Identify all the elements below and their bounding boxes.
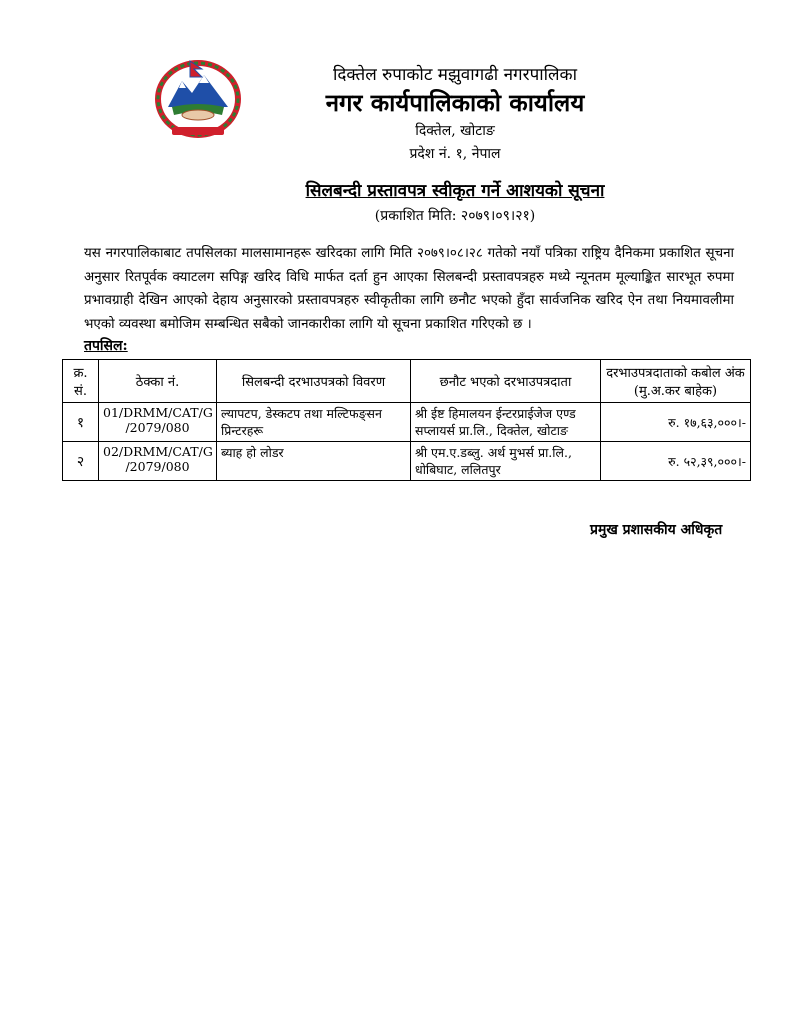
col-header-amount: दरभाउपत्रदाताको कबोल अंक (मु.अ.कर बाहेक) (601, 360, 751, 403)
cell-amount: रु. १७,६३,०००।- (601, 403, 751, 442)
table-row (63, 442, 751, 481)
table-row (63, 403, 751, 442)
table-header-row (63, 360, 751, 403)
cell-description: ल्यापटप, डेस्कटप तथा मल्टिफङ्सन प्रिन्टरहरू (217, 403, 411, 442)
office-address: दिक्तेल, खोटाङ (415, 123, 495, 139)
cell-amount: रु. ५२,३९,०००।- (601, 442, 751, 481)
province-line: प्रदेश नं. १, नेपाल (409, 146, 501, 162)
col-header-contract: ठेक्का नं. (99, 360, 217, 403)
cell-bidder: श्री ईष्ट हिमालयन ईन्टरप्राईजेज एण्ड सप्लायर्स प्रा.लि., दिक्तेल, खोटाङ (411, 403, 601, 442)
cell-sn: २ (63, 442, 99, 481)
col-header-sn: क्र. सं. (63, 360, 99, 403)
col-header-bidder: छनौट भएको दरभाउपत्रदाता (411, 360, 601, 403)
cell-contract: 01/DRMM/CAT/G /2079/080 (99, 403, 217, 442)
tapasil-label: तपसिल: (84, 338, 128, 354)
bid-table (62, 359, 751, 481)
cell-bidder: श्री एम.ए.डब्लु. अर्थ मुभर्स प्रा.लि., धोबिघाट, ललितपुर (411, 442, 601, 481)
notice-body: यस नगरपालिकाबाट तपसिलका मालसामानहरू खरिदका लागि मिति २०७९।०८।२८ गतेको नयाँ पत्रिका राष्ट्रिय दैनिकमा प्रकाशित सूचना अनुसार रितपूर्वक क्याटलग सपिङ्ग खरिद विधि मार्फत दर्ता हुन आएका सिलबन्दी प्रस्तावपत्रहरु मध्ये न्यूनतम मूल्याङ्कित सारभूत रुपमा प्रभावग्राही देखिन आएको देहाय अनुसारको प्रस्तावपत्रहरु स्वीकृतीका लागि छनौट भएको हुँदा सार्वजनिक खरिद ऐन तथा नियमावलीमा भएको व्यवस्था बमोजिम सम्बन्धित सबैको जानकारीका लागि यो सूचना प्रकाशित गरिएको छ । (84, 246, 734, 332)
notice-title: सिलबन्दी प्रस्तावपत्र स्वीकृत गर्ने आशयको सूचना (305, 181, 605, 201)
cell-sn: १ (63, 403, 99, 442)
col-header-description: सिलबन्दी दरभाउपत्रको विवरण (217, 360, 411, 403)
cell-description: ब्याह हो लोडर (217, 442, 411, 481)
municipality-name: दिक्तेल रुपाकोट मझुवागढी नगरपालिका (332, 65, 578, 85)
signature-title: प्रमुख प्रशासकीय अधिकृत (590, 522, 723, 538)
office-title: नगर कार्यपालिकाको कार्यालय (325, 88, 585, 117)
cell-contract: 02/DRMM/CAT/G /2079/080 (99, 442, 217, 481)
published-date: (प्रकाशित मिति: २०७९।०९।२१) (374, 208, 536, 224)
